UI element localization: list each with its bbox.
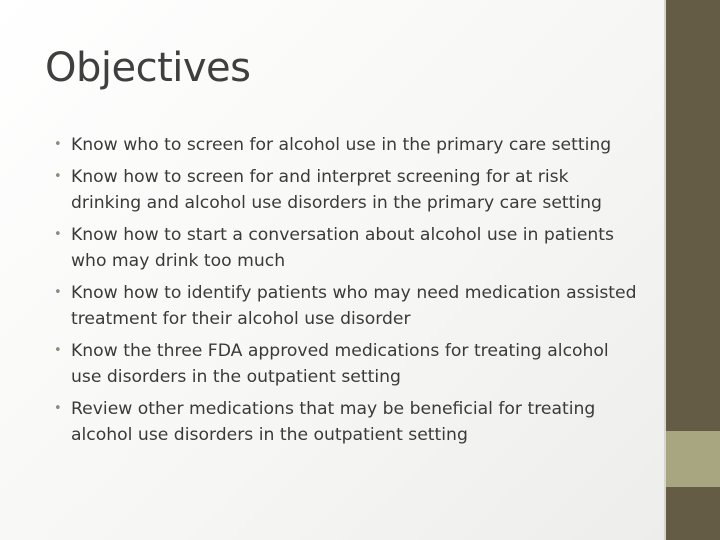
list-item bbox=[54, 222, 644, 275]
bullet-icon: • bbox=[54, 137, 62, 152]
list-item bbox=[54, 132, 644, 159]
list-item bbox=[54, 280, 644, 333]
list-item-text: Review other medications that may be beneficial for treating alcohol use disorders in the outpatient setting bbox=[71, 398, 596, 445]
bullet-icon: • bbox=[54, 168, 62, 184]
list-item-text: Know who to screen for alcohol use in the primary care setting bbox=[71, 135, 612, 155]
bullet-icon: • bbox=[54, 284, 62, 300]
bullet-icon: • bbox=[54, 342, 62, 358]
bullet-icon: • bbox=[54, 400, 62, 416]
list-item-text: Know the three FDA approved medications for treating alcohol use disorders in the outpatient setting bbox=[71, 340, 609, 387]
list-item bbox=[54, 164, 644, 217]
objectives-list bbox=[54, 132, 644, 454]
bullet-icon: • bbox=[54, 226, 62, 242]
list-item-text: Know how to start a conversation about alcohol use in patients who may drink too much bbox=[71, 224, 614, 271]
list-item bbox=[54, 396, 644, 449]
list-item-text: Know how to identify patients who may need medication assisted treatment for their alcohol use disorder bbox=[71, 282, 637, 329]
list-item bbox=[54, 338, 644, 391]
slide-title: Objectives bbox=[45, 45, 251, 91]
list-item-text: Know how to screen for and interpret screening for at risk drinking and alcohol use disorders in the primary care setting bbox=[71, 166, 602, 213]
side-bar-accent bbox=[666, 431, 720, 487]
